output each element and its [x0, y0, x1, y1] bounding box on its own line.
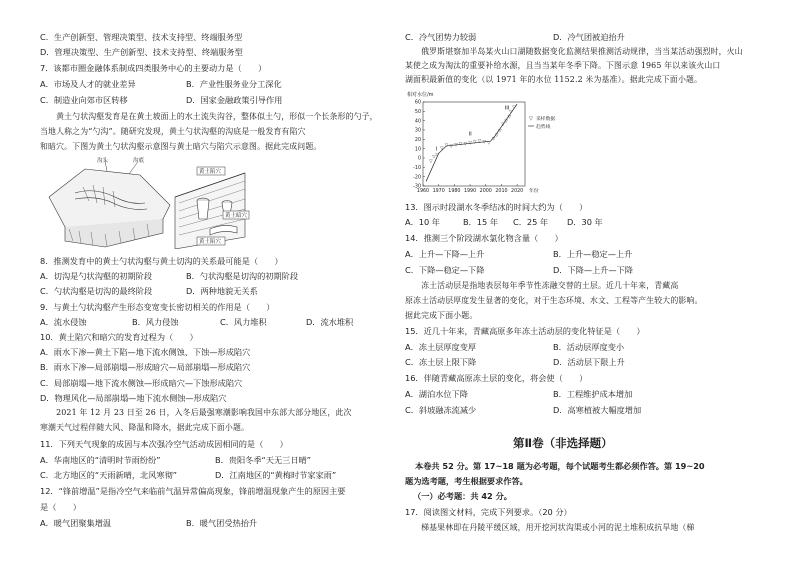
q15-option-a[interactable]: A．冻土层厚度变厚	[405, 342, 477, 352]
phase-label-2: III	[504, 105, 510, 112]
q17-stem: 17．阅读图文材料，完成下列要求。（20 分）	[405, 507, 572, 517]
q15-option-d[interactable]: D．活动层下限上升	[553, 357, 625, 367]
sample-point-13: ▽	[487, 140, 491, 146]
chart-ylabel: 相对水位/m	[407, 92, 434, 98]
sample-point-2: ▽	[435, 153, 439, 159]
q15-option-b[interactable]: B．活动层厚度变小	[553, 342, 625, 352]
lake-level-chart	[405, 90, 555, 200]
q10-option-d[interactable]: D．物理风化—局部崩塌—地下流水侧蚀—形成陷穴	[40, 393, 227, 403]
q15-option-c[interactable]: C．冻土层上限下降	[405, 357, 477, 367]
x-tick-label-3: 1990	[463, 189, 477, 194]
passage-crater-line2: 某使之成为淘汰的重要补给水源，且当当某年冬季下降。下图示意 1965 年以来该火山口	[405, 61, 721, 70]
q12-stem-line2: 是（ ）	[40, 502, 81, 512]
q7-option-d[interactable]: D．国家金融政策引导作用	[186, 95, 283, 105]
label-loess-sinkhole-2: 黄土陷穴	[199, 239, 222, 245]
passage-loess-line3: 和暗穴。下图为黄土勺状沟壑示意图与黄土暗穴与陷穴示意图。据此完成问题。	[40, 142, 322, 151]
phase-label-1: II	[468, 131, 472, 138]
q16-option-d[interactable]: D．高寒植被大幅度增加	[553, 405, 642, 415]
sample-point-3: ▽	[440, 146, 444, 152]
sample-point-6: ▽	[454, 142, 458, 148]
legend-sample-marker: ▽	[529, 116, 533, 122]
q12-option-b[interactable]: B．暖气团受热抬升	[186, 518, 258, 528]
sample-point-21: ▽	[512, 105, 516, 111]
y-tick-label-0: 60	[414, 100, 421, 106]
q11-option-d[interactable]: D．江南地区的“黄梅时节家家雨”	[215, 470, 337, 480]
q16-option-a[interactable]: A．湖泊水位下降	[405, 389, 468, 399]
y-tick-label-2: 40	[414, 119, 421, 125]
q8-option-b[interactable]: B．勺状沟壑是切沟的初期阶段	[186, 271, 299, 281]
x-tick-label-2: 1980	[448, 189, 461, 194]
label-loess-tunnel: 黄土暗穴	[225, 213, 248, 219]
q8-option-c[interactable]: C．勺状沟壑是切沟的最终阶段	[40, 286, 153, 296]
x-tick-label-4: 2000	[479, 189, 492, 194]
q7-option-a[interactable]: A．市场及人才的就业差异	[40, 79, 136, 89]
chart-y-tick-labels	[413, 100, 421, 190]
q12-stem-line1: 12．“锋前增温”是指冷空气来临前气温异常偏高现象，锋前增温现象产生的原因主要	[40, 486, 346, 496]
legend-trend: 趋势线	[536, 125, 551, 130]
x-tick-label-6: 2020	[511, 189, 524, 194]
q12-option-c[interactable]: C．冷气团势力较弱	[405, 32, 477, 42]
y-tick-label-5: 10	[414, 147, 421, 153]
q7-option-c[interactable]: C．制造业向郊市区转移	[40, 95, 128, 105]
y-tick-label-3: 30	[414, 128, 421, 134]
sample-point-5: ▽	[449, 144, 453, 150]
passage-coldwave-line1: 2021 年 12 月 23 日至 26 日，入冬后最强寒潮影响我国中东部大部分地区，此次	[40, 408, 352, 417]
part2-intro-line1: 本卷共 52 分。第 17~18 题为必考题，每个试题考生都必须作答。第 19~20	[415, 461, 705, 471]
x-tick-label-0: 1960	[416, 189, 430, 194]
label-gully-head: 沟头	[97, 158, 109, 164]
passage-permafrost-line2: 原冻土活动层厚度发生显著的变化，对于生态环境、水文、工程等产生较大的影响。	[405, 296, 703, 305]
q8-stem: 8．推测发育中的黄土勺状沟壑与黄土切沟的关系最可能是（ ）	[40, 256, 283, 266]
q13-option-b[interactable]: B．15 年	[463, 217, 499, 227]
q11-option-a[interactable]: A．华南地区的“清明时节雨纷纷”	[40, 455, 161, 465]
sample-point-18: ▽	[504, 119, 508, 125]
q10-option-b[interactable]: B．雨水下渗—局部崩塌—形成暗穴—局部崩塌—形成陷穴	[40, 362, 251, 372]
x-tick-label-1: 1970	[432, 189, 445, 194]
q13-option-d[interactable]: D．30 年	[567, 217, 603, 227]
sample-point-15: ▽	[495, 133, 499, 139]
q10-option-c[interactable]: C．局部崩塌—地下流水侧蚀—形成暗穴—下蚀形成陷穴	[40, 378, 243, 388]
sample-point-11: ▽	[477, 139, 482, 145]
sample-point-20: ▽	[509, 110, 513, 116]
q13-option-c[interactable]: C．25 年	[513, 217, 549, 227]
q7-stem: 7．该都市圈金融体系制成四类服务中心的主要动力是（ ）	[40, 63, 267, 73]
q10-stem: 10．黄土陷穴和暗穴的发育过程为（ ）	[40, 332, 198, 342]
q13-option-a[interactable]: A．10 年	[405, 217, 440, 227]
q6-option-c[interactable]: C．生产创新型、管理决策型、技术支持型、终端服务型	[40, 32, 243, 42]
x-tick-label-5: 2010	[495, 189, 508, 194]
q11-stem: 11．下列天气现象的成因与本次强冷空气活动成因相同的是（ ）	[40, 439, 288, 449]
sample-point-16: ▽	[498, 128, 502, 134]
sample-point-9: ▽	[468, 140, 472, 146]
loess-gully-figure	[45, 157, 250, 249]
q16-option-b[interactable]: B．工程维护成本增加	[553, 389, 633, 399]
part2-title: 第Ⅱ卷（非选择题）	[513, 436, 613, 450]
q9-option-d[interactable]: D．流水堆积	[306, 317, 354, 327]
q9-option-b[interactable]: B．风力侵蚀	[132, 317, 179, 327]
q15-stem: 15．近几十年来，青藏高原多年冻土活动层的变化特征是（ ）	[405, 326, 645, 336]
passage-crater-line3: 湖面积最新值的变化（以 1971 年的水位 1152.2 米为基准）。据此完成下面小题。	[405, 75, 703, 84]
passage-loess-line1: 黄土勺状沟壑发育是在黄土坡面上的水土流失沟谷，整体似土勺，形似一个长条形的勺子，	[40, 112, 378, 121]
sample-point-12: ▽	[482, 140, 486, 145]
q14-option-d[interactable]: D．下降—上升—下降	[553, 265, 633, 275]
x-axis-suffix: 年份	[529, 189, 539, 194]
sample-point-17: ▽	[501, 122, 505, 128]
legend-samples: 采样数据	[536, 117, 555, 122]
q17-passage-line1: 梯基果林即在丹陵平缓区域，用开挖河状沟渠或小河的泥土堆积成抗旱地（梯	[405, 523, 695, 532]
phase-label-0: I	[435, 146, 438, 153]
q14-option-b[interactable]: B．上升—稳定—上升	[553, 249, 633, 259]
y-tick-label-1: 50	[414, 110, 421, 116]
q16-option-c[interactable]: C．斜坡融冻流减少	[405, 405, 477, 415]
passage-crater-line1: 俄罗斯堪察加半岛某火山口湖随数据变化监测结果推测活动规律，当当某活动强烈时，火山	[405, 47, 743, 56]
y-tick-label-4: 20	[414, 138, 421, 144]
passage-permafrost-line1: 冻土活动层是指地表层每年季节性冻融交替的土层。近几十年来，青藏高	[405, 281, 679, 290]
gully-sketch	[49, 161, 170, 247]
q13-stem: 13．图示时段湖水冬季结冰的时间大约为（ ）	[405, 202, 588, 212]
sample-point-0: ▽	[429, 159, 433, 165]
q11-option-b[interactable]: B．贵阳冬季“天无三日晴”	[215, 455, 311, 465]
sample-point-7: ▽	[458, 141, 463, 147]
q8-option-d[interactable]: D．两种地貌无关系	[186, 286, 258, 296]
q14-option-a[interactable]: A．上升—下降—上升	[405, 249, 485, 259]
passage-coldwave-line2: 寒潮天气过程伴随大风、降温和降水，据此完成下面小题。	[40, 423, 250, 432]
sample-point-14: ▽	[491, 137, 496, 143]
chart-legend	[528, 115, 555, 130]
q11-option-c[interactable]: C．北方地区的“天雨新晴，北风寒彻”	[40, 470, 178, 480]
q14-stem: 14．推测三个阶段湖水氯化物含量（ ）	[405, 233, 563, 243]
passage-loess-line2: 当地人称之为“勺沟”。随研究发现，黄土勺状沟壑的沟底是一般发育有陷穴	[40, 127, 306, 136]
q16-stem: 16．伴随青藏高原冻土层的变化，将会使（ ）	[405, 373, 588, 383]
sample-point-8: ▽	[463, 141, 468, 147]
label-loess-sinkhole-1: 黄土陷穴	[199, 169, 222, 175]
chart-sample-points	[429, 105, 516, 164]
q14-option-c[interactable]: C．下降—稳定—下降	[405, 265, 485, 275]
q6-option-d[interactable]: D．管理决策型、生产创新型、技术支持型、终端服务型	[40, 47, 243, 57]
y-tick-label-7: -10	[413, 166, 421, 172]
y-tick-label-8: -20	[413, 175, 421, 181]
q9-option-c[interactable]: C．风力堆积	[220, 317, 267, 327]
part2-required-heading: （一）必考题：共 42 分。	[413, 491, 512, 501]
q9-stem: 9．与黄土勺状沟壑产生形态变宽变长密切相关的作用是（ ）	[40, 302, 275, 312]
q9-option-a[interactable]: A．流水侵蚀	[40, 317, 87, 327]
sample-point-4: ▽	[444, 143, 449, 149]
passage-permafrost-line3: 据此完成下面小题。	[405, 311, 478, 320]
q10-option-a[interactable]: A．雨水下渗—黄土下陷—地下流水侧蚀、下蚀—形成陷穴	[40, 347, 251, 357]
y-tick-label-6: 0	[417, 156, 421, 162]
y-tick-label-9: -30	[413, 184, 421, 190]
chart-x-tick-labels	[417, 187, 539, 194]
part2-intro-line2: 题为选考题，考生根据要求作答。	[405, 476, 528, 486]
q8-option-a[interactable]: A．切沟是勺状沟壑的初期阶段	[40, 271, 153, 281]
sample-point-19: ▽	[507, 114, 512, 120]
q7-option-b[interactable]: B．产业性服务业分工深化	[186, 79, 282, 89]
label-gully-bottom: 沟底	[133, 158, 145, 164]
sample-point-10: ▽	[473, 140, 477, 145]
q12-option-d[interactable]: D．冷气团被迫抬升	[553, 32, 625, 42]
sample-point-1: ▽	[432, 154, 436, 160]
q12-option-a[interactable]: A．暖气团聚集增温	[40, 518, 112, 528]
